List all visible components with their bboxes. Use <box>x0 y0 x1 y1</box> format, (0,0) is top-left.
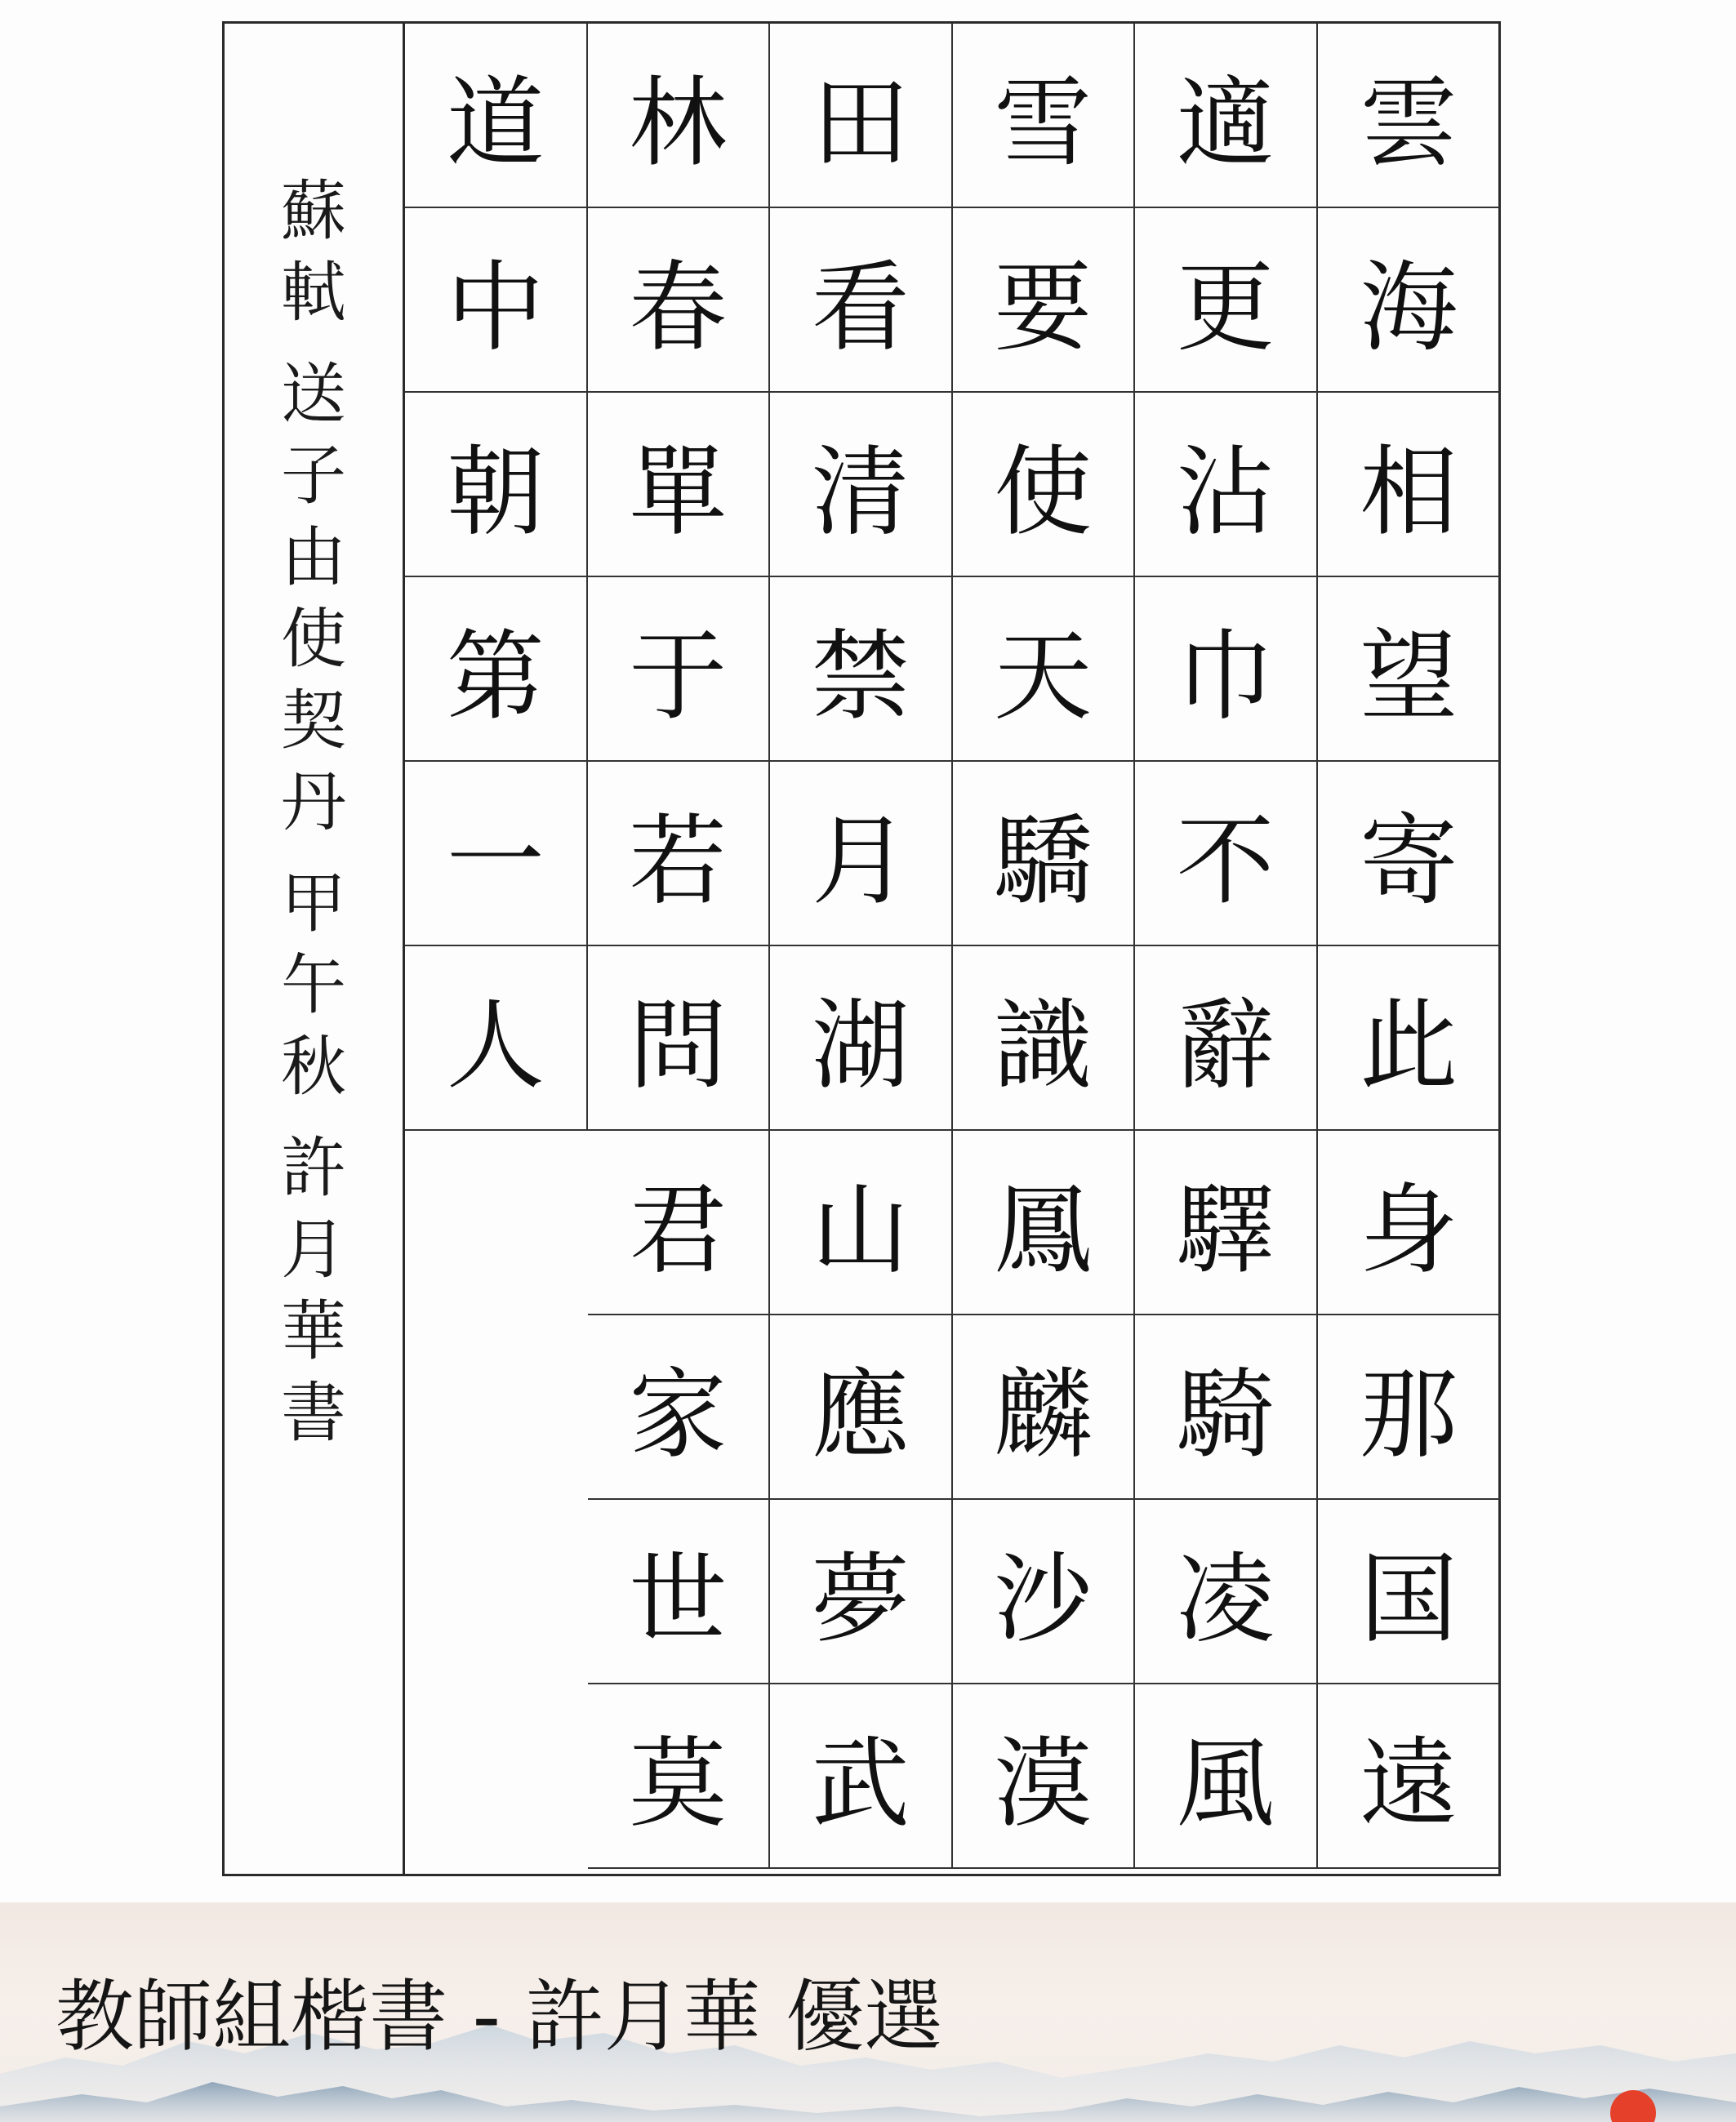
grid-cell: 識 <box>953 946 1136 1131</box>
grid-cell: 此 <box>1318 946 1501 1131</box>
grid-cell: 朝 <box>405 393 588 577</box>
grid-cell: 国 <box>1318 1500 1501 1684</box>
grid-cell: 山 <box>770 1131 953 1315</box>
grid-cell: 寄 <box>1318 762 1501 946</box>
poem-column <box>1318 24 1501 1869</box>
grid-cell: 更 <box>1135 208 1318 393</box>
grid-cell: 人 <box>405 946 588 1131</box>
grid-cell: 遠 <box>1318 1684 1501 1869</box>
grid-cell: 沾 <box>1135 393 1318 577</box>
writing-grid <box>222 21 1501 1876</box>
signature-char: 蘇 <box>281 173 346 249</box>
grid-cell: 家 <box>588 1315 771 1500</box>
poem-area <box>405 24 1498 1874</box>
grid-cell: 望 <box>1318 577 1501 762</box>
signature-char: 丹 <box>281 764 346 840</box>
grid-cell: 巾 <box>1135 577 1318 762</box>
grid-cell: 道 <box>405 24 588 208</box>
grid-cell: 林 <box>588 24 771 208</box>
grid-cell: 看 <box>770 208 953 393</box>
caption-banner <box>0 1902 1736 2122</box>
signature-char: 秋 <box>281 1029 346 1105</box>
grid-cell: 風 <box>1135 1684 1318 1869</box>
caption-text: 教師組楷書 - 許月華 優選 <box>56 1971 943 2062</box>
grid-cell: 世 <box>588 1500 771 1684</box>
signature-char: 軾 <box>281 255 346 331</box>
grid-cell: 辭 <box>1135 946 1318 1131</box>
grid-cell: 第 <box>405 577 588 762</box>
grid-cell: 問 <box>588 946 771 1131</box>
grid-cell: 天 <box>953 577 1136 762</box>
grid-cell: 田 <box>770 24 953 208</box>
grid-cell: 相 <box>1318 393 1501 577</box>
grid-cell: 清 <box>770 393 953 577</box>
grid-cell: 鳳 <box>953 1131 1136 1315</box>
grid-cell: 不 <box>1135 762 1318 946</box>
signature-line <box>281 356 346 852</box>
grid-cell: 適 <box>1135 24 1318 208</box>
grid-cell: 海 <box>1318 208 1501 393</box>
signature-line <box>281 1130 346 1462</box>
signature-char: 子 <box>281 438 346 514</box>
signature-line <box>281 173 346 342</box>
grid-cell: 湖 <box>770 946 953 1131</box>
poem-column <box>953 24 1136 1869</box>
signature-char: 書 <box>281 1375 346 1451</box>
grid-cell: 武 <box>770 1684 953 1869</box>
poem-column <box>1135 24 1318 1869</box>
signature-char: 由 <box>281 519 346 595</box>
signature-char: 午 <box>281 947 346 1023</box>
grid-cell: 月 <box>770 762 953 946</box>
signature-char: 華 <box>281 1293 346 1369</box>
grid-cell: 驛 <box>1135 1131 1318 1315</box>
grid-cell: 身 <box>1318 1131 1501 1315</box>
grid-cell: 中 <box>405 208 588 393</box>
grid-cell: 驕 <box>953 762 1136 946</box>
grid-cell: 漠 <box>953 1684 1136 1869</box>
grid-cell: 雲 <box>1318 24 1501 208</box>
signature-char: 送 <box>281 356 346 432</box>
poem-column <box>770 24 953 1869</box>
signature-char: 許 <box>281 1130 346 1206</box>
grid-cell: 要 <box>953 208 1136 393</box>
signature-char: 月 <box>281 1212 346 1288</box>
grid-cell: 春 <box>588 208 771 393</box>
grid-cell: 那 <box>1318 1315 1501 1500</box>
grid-cell: 禁 <box>770 577 953 762</box>
grid-cell: 一 <box>405 762 588 946</box>
grid-cell: 使 <box>953 393 1136 577</box>
signature-char: 契 <box>281 683 346 758</box>
signature-char: 甲 <box>281 865 346 941</box>
grid-cell: 麟 <box>953 1315 1136 1500</box>
grid-cell: 雪 <box>953 24 1136 208</box>
grid-cell: 單 <box>588 393 771 577</box>
signature-char: 使 <box>281 601 346 677</box>
grid-cell: 君 <box>588 1131 771 1315</box>
grid-cell: 于 <box>588 577 771 762</box>
grid-cell: 夢 <box>770 1500 953 1684</box>
grid-cell: 沙 <box>953 1500 1136 1684</box>
poem-column <box>588 24 771 1869</box>
grid-cell: 莫 <box>588 1684 771 1869</box>
signature-line <box>281 865 346 1116</box>
signature-column <box>225 24 405 1874</box>
grid-cell: 騎 <box>1135 1315 1318 1500</box>
grid-cell: 凌 <box>1135 1500 1318 1684</box>
grid-cell: 若 <box>588 762 771 946</box>
grid-cell: 應 <box>770 1315 953 1500</box>
poem-column <box>405 24 588 1131</box>
